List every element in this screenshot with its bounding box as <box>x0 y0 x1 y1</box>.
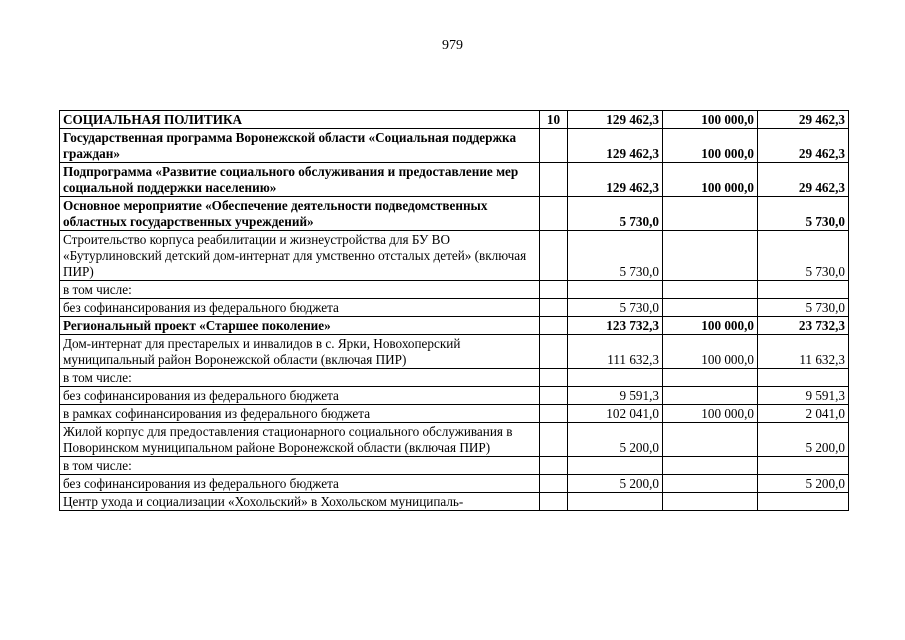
row-name-cell: Региональный проект «Старшее поколение» <box>60 317 540 335</box>
row-federal-cell <box>663 231 758 281</box>
row-code-cell <box>540 475 568 493</box>
row-total-cell <box>568 281 663 299</box>
row-code-cell <box>540 335 568 369</box>
row-total-cell: 102 041,0 <box>568 405 663 423</box>
row-name-cell: Основное мероприятие «Обеспечение деятельности подведомственных областных государственных учреждений» <box>60 197 540 231</box>
row-name-cell: Дом-интернат для престарелых и инвалидов в с. Ярки, Новохоперский муниципальный район Воронежской области (включая ПИР) <box>60 335 540 369</box>
row-federal-cell <box>663 387 758 405</box>
row-federal-cell <box>663 197 758 231</box>
row-code-cell <box>540 457 568 475</box>
row-regional-cell <box>758 493 849 511</box>
row-code-cell <box>540 423 568 457</box>
row-federal-cell: 100 000,0 <box>663 129 758 163</box>
table-row <box>60 475 849 493</box>
row-regional-cell: 29 462,3 <box>758 163 849 197</box>
row-federal-cell: 100 000,0 <box>663 405 758 423</box>
row-code-cell <box>540 231 568 281</box>
row-code-cell <box>540 369 568 387</box>
page-number: 979 <box>442 38 463 53</box>
row-name-cell: Подпрограмма «Развитие социального обслуживания и предоставление мер социальной поддержки населению» <box>60 163 540 197</box>
row-name-cell: Государственная программа Воронежской области «Социальная поддержка граждан» <box>60 129 540 163</box>
row-regional-cell: 29 462,3 <box>758 111 849 129</box>
row-code-cell <box>540 387 568 405</box>
row-name-cell: Жилой корпус для предоставления стационарного социального обслуживания в Поворинском муниципальном районе Воронежской области (включая ПИР) <box>60 423 540 457</box>
row-name-cell: в том числе: <box>60 281 540 299</box>
row-regional-cell: 5 730,0 <box>758 299 849 317</box>
row-regional-cell <box>758 457 849 475</box>
table-row <box>60 457 849 475</box>
row-total-cell <box>568 493 663 511</box>
row-name-cell: в том числе: <box>60 457 540 475</box>
row-total-cell: 129 462,3 <box>568 111 663 129</box>
row-regional-cell: 23 732,3 <box>758 317 849 335</box>
row-regional-cell: 9 591,3 <box>758 387 849 405</box>
row-name-cell: Строительство корпуса реабилитации и жизнеустройства для БУ ВО «Бутурлиновский детский дом-интернат для умственно отсталых детей» (включая ПИР) <box>60 231 540 281</box>
row-federal-cell: 100 000,0 <box>663 111 758 129</box>
table-row <box>60 111 849 129</box>
table-row <box>60 281 849 299</box>
table-row <box>60 299 849 317</box>
table-row <box>60 369 849 387</box>
row-total-cell: 5 200,0 <box>568 423 663 457</box>
row-federal-cell: 100 000,0 <box>663 163 758 197</box>
row-total-cell <box>568 457 663 475</box>
table-row <box>60 493 849 511</box>
row-total-cell: 129 462,3 <box>568 129 663 163</box>
row-federal-cell <box>663 299 758 317</box>
row-total-cell: 129 462,3 <box>568 163 663 197</box>
budget-table-body <box>60 111 849 511</box>
row-regional-cell: 5 200,0 <box>758 423 849 457</box>
row-federal-cell <box>663 475 758 493</box>
row-total-cell <box>568 369 663 387</box>
row-federal-cell <box>663 281 758 299</box>
row-code-cell <box>540 405 568 423</box>
row-federal-cell <box>663 493 758 511</box>
row-total-cell: 5 730,0 <box>568 299 663 317</box>
row-regional-cell: 5 730,0 <box>758 231 849 281</box>
row-code-cell: 10 <box>540 111 568 129</box>
row-name-cell: в рамках софинансирования из федерального бюджета <box>60 405 540 423</box>
row-total-cell: 9 591,3 <box>568 387 663 405</box>
row-code-cell <box>540 281 568 299</box>
row-name-cell: без софинансирования из федерального бюджета <box>60 475 540 493</box>
row-regional-cell: 11 632,3 <box>758 335 849 369</box>
row-federal-cell <box>663 423 758 457</box>
row-federal-cell <box>663 369 758 387</box>
row-regional-cell: 5 200,0 <box>758 475 849 493</box>
row-name-cell: Центр ухода и социализации «Хохольский» в Хохольском муниципаль- <box>60 493 540 511</box>
row-federal-cell: 100 000,0 <box>663 317 758 335</box>
table-row <box>60 163 849 197</box>
table-row <box>60 129 849 163</box>
row-total-cell: 111 632,3 <box>568 335 663 369</box>
table-row <box>60 335 849 369</box>
row-code-cell <box>540 493 568 511</box>
row-regional-cell: 5 730,0 <box>758 197 849 231</box>
row-federal-cell: 100 000,0 <box>663 335 758 369</box>
row-name-cell: СОЦИАЛЬНАЯ ПОЛИТИКА <box>60 111 540 129</box>
table-row <box>60 423 849 457</box>
row-code-cell <box>540 129 568 163</box>
table-row <box>60 317 849 335</box>
row-federal-cell <box>663 457 758 475</box>
table-row <box>60 197 849 231</box>
row-code-cell <box>540 163 568 197</box>
row-name-cell: без софинансирования из федерального бюджета <box>60 299 540 317</box>
table-row <box>60 231 849 281</box>
budget-table <box>59 110 849 511</box>
row-total-cell: 5 200,0 <box>568 475 663 493</box>
table-row <box>60 405 849 423</box>
row-total-cell: 123 732,3 <box>568 317 663 335</box>
row-code-cell <box>540 197 568 231</box>
row-name-cell: в том числе: <box>60 369 540 387</box>
row-regional-cell: 29 462,3 <box>758 129 849 163</box>
row-total-cell: 5 730,0 <box>568 231 663 281</box>
table-row <box>60 387 849 405</box>
row-total-cell: 5 730,0 <box>568 197 663 231</box>
row-regional-cell <box>758 369 849 387</box>
row-code-cell <box>540 299 568 317</box>
row-code-cell <box>540 317 568 335</box>
row-regional-cell: 2 041,0 <box>758 405 849 423</box>
row-name-cell: без софинансирования из федерального бюджета <box>60 387 540 405</box>
row-regional-cell <box>758 281 849 299</box>
